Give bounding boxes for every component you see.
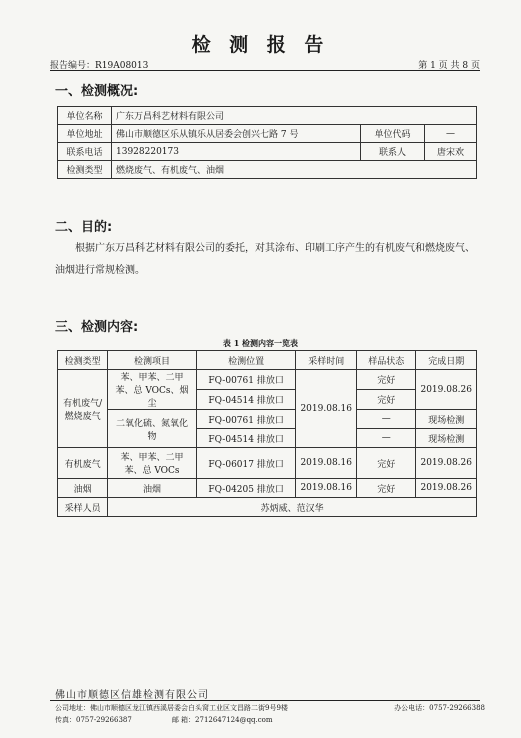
phone-label: 联系电话 bbox=[58, 143, 112, 161]
table-cell-date2: 2019.08.16 bbox=[296, 448, 357, 479]
table-cell-loc-f: FQ-04205 排放口 bbox=[196, 479, 296, 498]
section-overview-heading: 一、检测概况: bbox=[55, 84, 139, 99]
col-header-location: 检测位置 bbox=[196, 351, 296, 370]
table-cell-state-f: 完好 bbox=[356, 479, 415, 498]
unit-name-label: 单位名称 bbox=[58, 107, 112, 125]
table-cell-loc-a: FQ-00761 排放口 bbox=[196, 370, 296, 390]
table-cell-state-e: 完好 bbox=[356, 448, 415, 479]
unit-code-label: 单位代码 bbox=[361, 125, 425, 143]
table-cell-loc-e: FQ-06017 排放口 bbox=[196, 448, 296, 479]
footer-line-2 bbox=[55, 715, 485, 725]
table-cell-done1: 2019.08.26 bbox=[416, 370, 477, 410]
contact-label: 联系人 bbox=[361, 143, 425, 161]
address-value: 佛山市顺德区乐从镇乐从居委会创兴七路 7 号 bbox=[112, 125, 361, 143]
table-cell-loc-b: FQ-04514 排放口 bbox=[196, 390, 296, 410]
col-header-item: 检测项目 bbox=[108, 351, 197, 370]
test-content-table bbox=[57, 350, 477, 517]
report-number: 报告编号：R19A08013 bbox=[50, 61, 149, 71]
col-header-type: 检测类型 bbox=[58, 351, 108, 370]
table-cell-state-b: 完好 bbox=[356, 390, 415, 410]
col-header-completion-date: 完成日期 bbox=[416, 351, 477, 370]
phone-value: 13928220173 bbox=[112, 143, 361, 161]
footer-email: 邮 箱：2712647124@qq.com bbox=[171, 716, 273, 724]
col-header-sample-state: 样品状态 bbox=[356, 351, 415, 370]
footer-fax: 传真：0757-29266387 bbox=[55, 716, 132, 724]
table-cell-loc-d: FQ-04514 排放口 bbox=[196, 429, 296, 448]
purpose-paragraph: 根据广东万昌科艺材料有限公司的委托，对其涂布、印刷工序产生的有机废气和燃烧废气、油烟进行常规检测。 bbox=[55, 243, 475, 276]
table-cell-state-d: — bbox=[356, 429, 415, 448]
unit-name-value: 广东万昌科艺材料有限公司 bbox=[112, 107, 477, 125]
page-info: 第 1 页 共 8 页 bbox=[418, 61, 480, 71]
table-cell-samplers: 苏炳威、范汉华 bbox=[108, 498, 477, 517]
table-cell-sampler-label: 采样人员 bbox=[58, 498, 108, 517]
section-content-heading: 三、检测内容: bbox=[55, 320, 139, 335]
section-purpose-heading: 二、目的: bbox=[55, 220, 113, 235]
table-cell-type1: 有机废气/燃烧废气 bbox=[58, 370, 108, 448]
footer-address: 公司地址：佛山市顺德区龙江镇西溪居委会白头窝工业区文昌路二街9号9楼 bbox=[55, 704, 288, 712]
table-cell-state-c: — bbox=[356, 410, 415, 429]
table-cell-done-f: 2019.08.26 bbox=[416, 479, 477, 498]
table-cell-type2: 有机废气 bbox=[58, 448, 108, 479]
table-cell-done-c: 现场检测 bbox=[416, 410, 477, 429]
footer-office-phone: 办公电话：0757-29266388 bbox=[394, 704, 485, 712]
table-caption: 表 1 检测内容一览表 bbox=[222, 338, 299, 348]
overview-table bbox=[57, 106, 477, 179]
footer-company-name: 佛山市顺德区信雄检测有限公司 bbox=[55, 690, 209, 701]
table-cell-date3: 2019.08.16 bbox=[296, 479, 357, 498]
col-header-sampling-time: 采样时间 bbox=[296, 351, 357, 370]
footer-divider bbox=[50, 700, 480, 701]
unit-code-value: — bbox=[425, 125, 477, 143]
test-type-value: 燃烧废气、有机废气、油烟 bbox=[112, 161, 477, 179]
footer-line-1 bbox=[55, 703, 485, 713]
table-cell-date1: 2019.08.16 bbox=[296, 370, 357, 448]
table-cell-done-e: 2019.08.26 bbox=[416, 448, 477, 479]
header-divider bbox=[50, 70, 480, 71]
contact-value: 唐宋欢 bbox=[425, 143, 477, 161]
table-cell-item3: 苯、甲苯、二甲苯、总 VOCs bbox=[108, 448, 197, 479]
report-title: 检 测 报 告 bbox=[191, 34, 330, 56]
table-cell-done-d: 现场检测 bbox=[416, 429, 477, 448]
table-cell-loc-c: FQ-00761 排放口 bbox=[196, 410, 296, 429]
test-type-label: 检测类型 bbox=[58, 161, 112, 179]
table-cell-item2: 二氧化硫、氮氧化物 bbox=[108, 410, 197, 448]
table-cell-item1: 苯、甲苯、二甲苯、总 VOCs、烟尘 bbox=[108, 370, 197, 410]
table-cell-item4: 油烟 bbox=[108, 479, 197, 498]
address-label: 单位地址 bbox=[58, 125, 112, 143]
table-cell-state-a: 完好 bbox=[356, 370, 415, 390]
table-cell-type3: 油烟 bbox=[58, 479, 108, 498]
